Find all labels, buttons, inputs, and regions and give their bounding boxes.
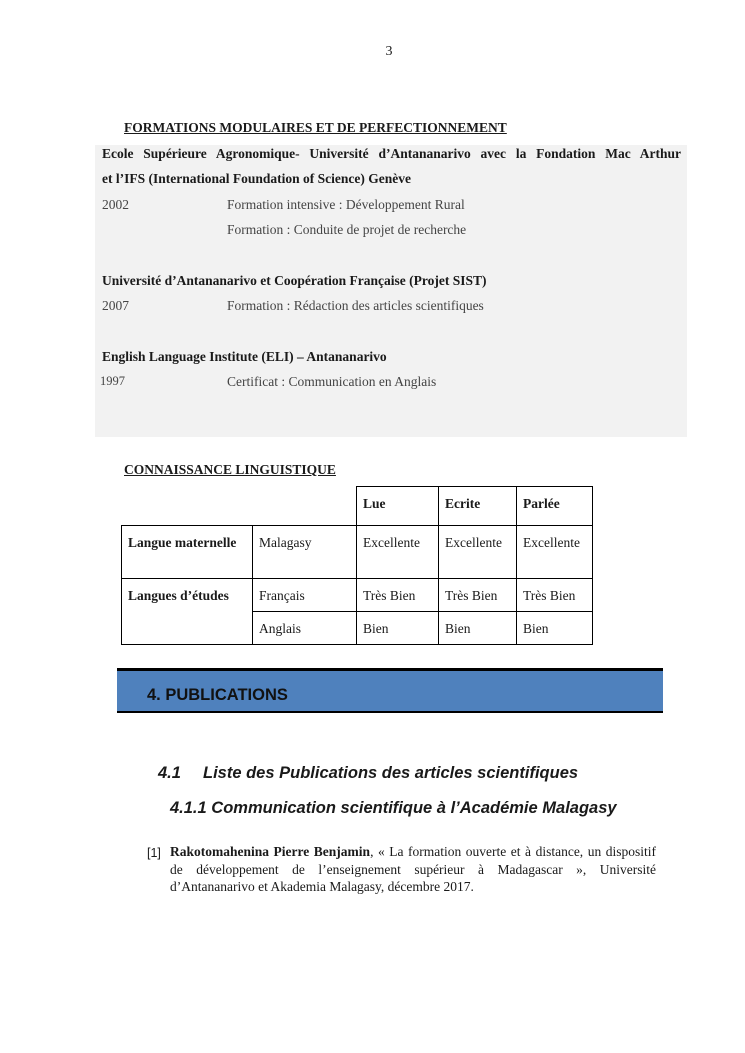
entry-3-text: Certificat : Communication en Anglais (227, 374, 437, 389)
table-row (122, 526, 593, 579)
table-cell: Très Bien (517, 579, 593, 612)
table-header-row (122, 487, 593, 526)
institution-1-line-1: Ecole Supérieure Agronomique- Université d’Antananarivo avec la Fondation Mac Arthur (102, 146, 681, 161)
reference-body: , « La formation ouverte et à distance, un dispositif de développement de l’enseignement supérieur à Madagascar », Université d’Antananarivo et Akademia Malagasy, décembre 2017. (170, 844, 656, 894)
page-number: 3 (385, 44, 393, 59)
entry-1b-text: Formation : Conduite de projet de recherche (227, 222, 467, 237)
heading-4-1-number: 4.1 (158, 764, 181, 782)
row-language: Malagasy (253, 526, 357, 579)
institution-3: English Language Institute (ELI) – Antananarivo (102, 349, 387, 364)
row-language: Anglais (253, 612, 357, 645)
table-cell: Très Bien (357, 579, 439, 612)
reference-author: Rakotomahenina Pierre Benjamin (170, 844, 371, 859)
formations-block (95, 145, 687, 437)
table-cell: Bien (439, 612, 517, 645)
heading-4-1 (158, 764, 578, 783)
table-cell (253, 487, 357, 526)
table-cell: Très Bien (439, 579, 517, 612)
header-ecrite: Ecrite (439, 487, 517, 526)
heading-4-1-1: 4.1.1 Communication scientifique à l’Académie Malagasy (170, 799, 617, 817)
table-cell: Excellente (357, 526, 439, 579)
entry-1-text: Formation intensive : Développement Rural (227, 197, 465, 212)
entry-1-year: 2002 (102, 197, 129, 212)
table-cell: Bien (357, 612, 439, 645)
table-cell: Excellente (517, 526, 593, 579)
row-category: Langues d’études (122, 579, 253, 645)
publications-heading-bar (117, 668, 663, 713)
header-parlee: Parlée (517, 487, 593, 526)
table-row (122, 579, 593, 612)
header-lue: Lue (357, 487, 439, 526)
languages-title: CONNAISSANCE LINGUISTIQUE (124, 462, 336, 477)
languages-table (121, 486, 593, 645)
institution-1-line-2: et l’IFS (International Foundation of Science) Genève (102, 171, 411, 186)
table-cell: Excellente (439, 526, 517, 579)
heading-4-1-text: Liste des Publications des articles scientifiques (203, 764, 579, 782)
reference-number: [1] (147, 846, 161, 860)
formations-title: FORMATIONS MODULAIRES ET DE PERFECTIONNEMENT (124, 120, 507, 135)
entry-2-year: 2007 (102, 298, 129, 313)
reference-entry (170, 843, 656, 896)
entry-3-year: 1997 (100, 374, 125, 388)
row-language: Français (253, 579, 357, 612)
publications-heading: 4. PUBLICATIONS (147, 686, 288, 704)
table-cell (122, 487, 253, 526)
table-cell: Bien (517, 612, 593, 645)
row-category: Langue maternelle (122, 526, 253, 579)
institution-2: Université d’Antananarivo et Coopération Française (Projet SIST) (102, 273, 487, 288)
entry-2-text: Formation : Rédaction des articles scientifiques (227, 298, 484, 313)
